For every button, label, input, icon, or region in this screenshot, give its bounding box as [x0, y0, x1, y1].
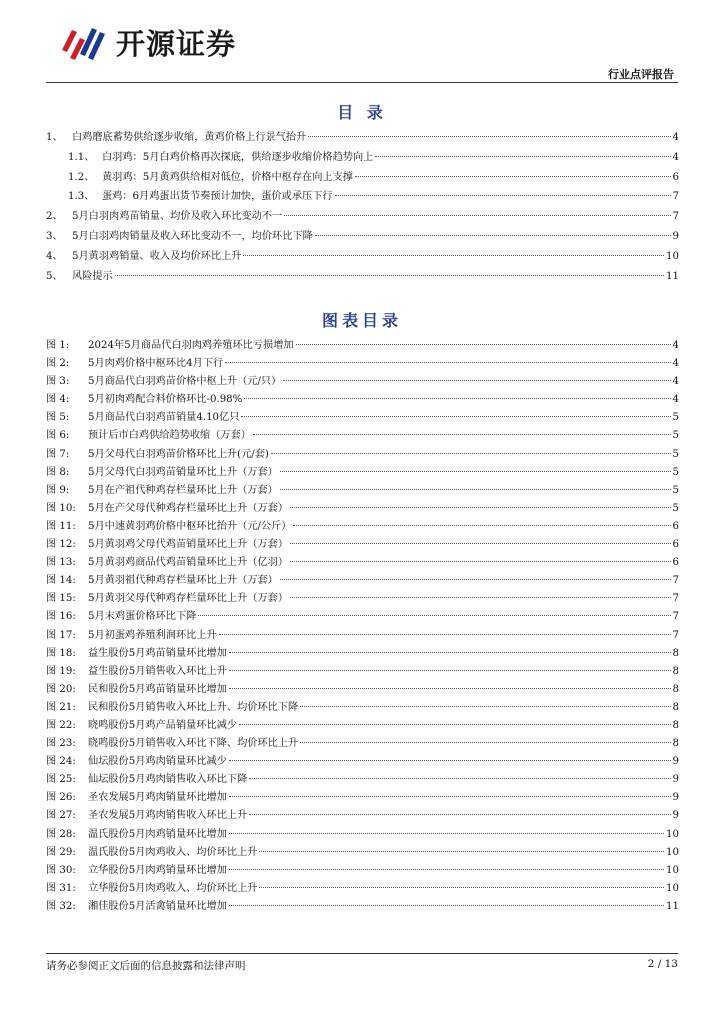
toc-entry[interactable]	[46, 128, 679, 148]
entry-number: 图 31:	[46, 882, 76, 894]
entry-page: 6	[672, 557, 679, 569]
entry-page: 8	[672, 683, 679, 695]
entry-title: 5月父母代白羽鸡苗价格环比上升(元/套)	[88, 448, 269, 460]
entry-page: 4	[672, 358, 679, 370]
entry-page: 7	[672, 575, 679, 587]
figures-title: 图表目录	[321, 311, 402, 330]
entry-title: 5月在产父母代种鸡存栏量环比上升（万套）	[88, 502, 289, 514]
entry-number: 图 21:	[46, 701, 76, 713]
dot-leader	[229, 905, 664, 906]
figure-entry[interactable]	[46, 355, 679, 373]
entry-page: 5	[672, 484, 679, 496]
entry-number: 1.1、	[68, 151, 95, 163]
entry-title: 圣农发展5月鸡肉销售收入环比上升	[88, 810, 248, 822]
entry-number: 图 3:	[46, 376, 70, 388]
dot-leader	[290, 561, 670, 562]
dot-leader	[271, 453, 671, 454]
entry-number: 图 8:	[46, 466, 70, 478]
entry-page: 8	[672, 665, 679, 677]
entry-title: 晓鸣股份5月鸡产品销量环比减少	[88, 719, 238, 731]
brand-name: 开源证券	[116, 26, 237, 61]
dot-leader	[335, 195, 671, 196]
toc-entry[interactable]	[46, 187, 679, 207]
entry-title: 5月在产祖代种鸡存栏量环比上升（万套）	[88, 484, 278, 496]
figure-entry[interactable]	[46, 446, 679, 464]
toc-entry[interactable]	[46, 168, 679, 188]
entry-page: 7	[672, 593, 679, 605]
entry-number: 图 27:	[46, 810, 76, 822]
toc-entry[interactable]	[46, 247, 679, 267]
dot-leader	[229, 833, 664, 834]
figure-entry[interactable]	[46, 898, 679, 916]
entry-number: 图 18:	[46, 647, 76, 659]
figure-entry[interactable]	[46, 844, 679, 862]
dot-leader	[280, 471, 671, 472]
dot-leader	[229, 760, 671, 761]
entry-number: 图 2:	[46, 358, 70, 370]
entry-page: 5	[672, 466, 679, 478]
dot-leader	[308, 136, 670, 137]
entry-title: 民和股份5月鸡苗销量环比增加	[88, 683, 227, 695]
entry-number: 图 12:	[46, 539, 76, 551]
dot-leader	[296, 344, 671, 345]
entry-title: 益生股份5月销售收入环比上升	[88, 665, 227, 677]
entry-title: 5月末鸡蛋价格环比下降	[88, 611, 197, 623]
toc-entry[interactable]	[46, 148, 679, 168]
entry-title: 5月初蛋鸡养殖利润环比上升	[88, 629, 217, 641]
entry-page: 8	[672, 719, 679, 731]
entry-number: 1.2、	[68, 171, 95, 183]
entry-title: 仙坛股份5月鸡肉销量环比减少	[88, 756, 227, 768]
figure-entry[interactable]	[46, 627, 679, 645]
figure-entry[interactable]	[46, 663, 679, 681]
entry-number: 图 30:	[46, 864, 76, 876]
entry-title: 温氏股份5月肉鸡收入、均价环比上升	[88, 846, 258, 858]
entry-page: 9	[672, 810, 679, 822]
entry-title: 5月黄羽鸡销量、收入及均价环比上升	[72, 250, 242, 262]
dot-leader	[225, 362, 670, 363]
figure-entry[interactable]	[46, 554, 679, 572]
entry-number: 图 16:	[46, 611, 76, 623]
entry-page: 11	[666, 900, 679, 912]
entry-page: 10	[666, 250, 679, 262]
dot-leader	[229, 869, 664, 870]
entry-number: 图 25:	[46, 774, 76, 786]
toc-entry[interactable]	[46, 227, 679, 247]
entry-title: 民和股份5月销售收入环比上升、均价环比下降	[88, 701, 299, 713]
figure-entry[interactable]	[46, 735, 679, 753]
dot-leader	[229, 670, 671, 671]
dot-leader	[300, 742, 670, 743]
dot-leader	[283, 380, 670, 381]
entry-page: 9	[672, 774, 679, 786]
entry-number: 图 5:	[46, 412, 70, 424]
dot-leader	[229, 652, 671, 653]
entry-page: 9	[672, 792, 679, 804]
entry-number: 图 6:	[46, 430, 70, 442]
entry-title: 5月黄羽父母代种鸡存栏量环比上升（万套）	[88, 593, 289, 605]
figure-entry[interactable]	[46, 826, 679, 844]
dot-leader	[375, 156, 670, 157]
dot-leader	[115, 275, 664, 276]
figure-entry[interactable]	[46, 590, 679, 608]
entry-number: 2、	[46, 211, 63, 223]
entry-number: 图 20:	[46, 683, 76, 695]
entry-title: 晓鸣股份5月销售收入环比下降、均价环比上升	[88, 738, 299, 750]
figure-entry[interactable]	[46, 373, 679, 391]
dot-leader	[259, 887, 664, 888]
entry-number: 图 19:	[46, 665, 76, 677]
dot-leader	[249, 814, 670, 815]
entry-title: 2024年5月商品代白羽肉鸡养殖环比亏损增加	[88, 340, 294, 351]
entry-number: 图 22:	[46, 719, 76, 731]
entry-number: 图 9:	[46, 484, 70, 496]
entry-number: 图 11:	[46, 520, 76, 532]
entry-title: 益生股份5月鸡苗销量环比增加	[88, 647, 227, 659]
dot-leader	[280, 579, 671, 580]
entry-page: 10	[666, 882, 679, 894]
entry-number: 图 13:	[46, 557, 76, 569]
entry-page: 8	[672, 647, 679, 659]
figure-entry[interactable]	[46, 717, 679, 735]
entry-title: 5月白羽鸡肉销量及收入环比变动不一，均价环比下降	[72, 230, 313, 242]
entry-page: 10	[666, 828, 679, 840]
entry-title: 温氏股份5月肉鸡销量环比增加	[88, 828, 227, 840]
dot-leader	[244, 398, 670, 399]
dot-leader	[229, 688, 671, 689]
dot-leader	[239, 724, 670, 725]
figure-entry[interactable]	[46, 862, 679, 880]
figure-entry[interactable]	[46, 789, 679, 807]
footer-divider	[46, 953, 678, 954]
dot-leader	[293, 525, 670, 526]
entry-number: 5、	[46, 270, 63, 282]
figure-entry[interactable]	[46, 464, 679, 482]
entry-title: 5月黄羽鸡商品代鸡苗销量环比上升（亿羽）	[88, 557, 289, 569]
figure-entry[interactable]	[46, 807, 679, 825]
entry-number: 图 32:	[46, 900, 76, 912]
dot-leader	[290, 597, 670, 598]
dot-leader	[259, 851, 664, 852]
entry-title: 蛋鸡：6月鸡蛋出货节奏预计加快，蛋价或承压下行	[102, 191, 333, 203]
entry-page: 9	[672, 756, 679, 768]
figure-entry[interactable]	[46, 337, 679, 355]
entry-number: 1、	[46, 132, 63, 143]
entry-number: 图 24:	[46, 756, 76, 768]
entry-title: 5月肉鸡价格中枢环比4月下行	[88, 358, 224, 370]
entry-title: 预计后市白鸡供给趋势收缩（万套）	[88, 430, 251, 442]
entry-number: 图 10:	[46, 502, 76, 514]
entry-number: 图 28:	[46, 828, 76, 840]
entry-number: 图 7:	[46, 448, 70, 460]
entry-page: 4	[672, 132, 679, 143]
toc-title: 目 录	[337, 103, 387, 122]
header-divider	[46, 82, 678, 83]
figure-entry[interactable]	[46, 409, 679, 427]
entry-number: 图 23:	[46, 738, 76, 750]
entry-page: 10	[666, 864, 679, 876]
entry-page: 5	[672, 448, 679, 460]
figure-entry[interactable]	[46, 753, 679, 771]
entry-title: 5月初肉鸡配合料价格环比-0.98%	[88, 394, 243, 406]
toc-list	[46, 128, 679, 286]
entry-title: 5月白羽肉鸡苗销量、均价及收入环比变动不一	[72, 211, 283, 223]
entry-title: 仙坛股份5月鸡肉销售收入环比下降	[88, 774, 248, 786]
entry-page: 6	[672, 520, 679, 532]
entry-page: 7	[672, 211, 679, 223]
dot-leader	[290, 543, 670, 544]
entry-number: 图 14:	[46, 575, 76, 587]
entry-page: 7	[672, 611, 679, 623]
entry-page: 5	[672, 430, 679, 442]
figure-entry[interactable]	[46, 771, 679, 789]
dot-leader	[315, 235, 671, 236]
entry-page: 4	[672, 394, 679, 406]
entry-page: 7	[672, 191, 679, 203]
dot-leader	[253, 434, 671, 435]
dot-leader	[241, 416, 670, 417]
entry-number: 图 17:	[46, 629, 76, 641]
entry-title: 5月父母代白羽鸡苗销量环比上升（万套）	[88, 466, 278, 478]
figure-entry[interactable]	[46, 391, 679, 409]
entry-page: 4	[672, 340, 679, 351]
footer-page-number: 2 / 13	[647, 958, 678, 970]
entry-number: 4、	[46, 250, 63, 262]
toc-entry[interactable]	[46, 267, 679, 287]
dot-leader	[280, 489, 671, 490]
entry-page: 4	[672, 151, 679, 163]
dot-leader	[249, 778, 670, 779]
figure-entry[interactable]	[46, 536, 679, 554]
entry-title: 5月中速黄羽鸡价格中枢环比抬升（元/公斤）	[88, 520, 292, 532]
dot-leader	[355, 176, 671, 177]
figure-entry[interactable]	[46, 608, 679, 626]
entry-title: 黄羽鸡：5月黄鸡供给相对低位，价格中枢存在向上支撑	[102, 171, 353, 183]
dot-leader	[219, 634, 671, 635]
entry-title: 5月黄羽祖代种鸡存栏量环比上升（万套）	[88, 575, 278, 587]
entry-page: 5	[672, 412, 679, 424]
entry-title: 湘佳股份5月活禽销量环比增加	[88, 900, 227, 912]
entry-page: 5	[672, 502, 679, 514]
company-logo	[58, 20, 236, 64]
figure-entry[interactable]	[46, 681, 679, 699]
entry-page: 8	[672, 701, 679, 713]
figure-entry[interactable]	[46, 427, 679, 445]
figure-entry[interactable]	[46, 645, 679, 663]
dot-leader	[300, 706, 670, 707]
entry-title: 5月黄羽鸡父母代鸡苗销量环比上升（万套）	[88, 539, 289, 551]
figure-entry[interactable]	[46, 699, 679, 717]
dot-leader	[243, 255, 664, 256]
figure-list	[46, 337, 679, 916]
entry-title: 5月商品代白羽鸡苗销量4.10亿只	[88, 412, 240, 424]
entry-page: 6	[672, 171, 679, 183]
entry-title: 风险提示	[72, 270, 113, 282]
entry-page: 8	[672, 738, 679, 750]
figure-entry[interactable]	[46, 500, 679, 518]
entry-page: 6	[672, 539, 679, 551]
entry-page: 10	[666, 846, 679, 858]
toc-entry[interactable]	[46, 207, 679, 227]
report-type: 行业点评报告	[608, 68, 674, 81]
entry-page: 4	[672, 376, 679, 388]
footer-disclaimer: 请务必参阅正文后面的信息披露和法律声明	[46, 960, 246, 972]
entry-title: 白鸡磨底蓄势供给逐步收缩，黄鸡价格上行景气抬升	[72, 132, 307, 143]
dot-leader	[284, 215, 670, 216]
entry-number: 图 4:	[46, 394, 70, 406]
entry-number: 图 1:	[46, 340, 70, 351]
figure-entry[interactable]	[46, 518, 679, 536]
entry-title: 立华股份5月肉鸡收入、均价环比上升	[88, 882, 258, 894]
dot-leader	[290, 507, 670, 508]
dot-leader	[229, 796, 671, 797]
logo-mark-icon	[58, 20, 108, 64]
entry-title: 立华股份5月肉鸡销量环比增加	[88, 864, 227, 876]
dot-leader	[198, 615, 670, 616]
entry-number: 3、	[46, 230, 63, 242]
figure-entry[interactable]	[46, 482, 679, 500]
entry-title: 5月商品代白羽鸡苗价格中枢上升（元/只）	[88, 376, 282, 388]
entry-title: 白羽鸡：5月白鸡价格再次探底，供给逐步收缩价格趋势向上	[102, 151, 374, 163]
entry-number: 图 29:	[46, 846, 76, 858]
entry-page: 11	[666, 270, 679, 282]
entry-number: 图 26:	[46, 792, 76, 804]
entry-number: 1.3、	[68, 191, 95, 203]
entry-page: 7	[672, 629, 679, 641]
entry-number: 图 15:	[46, 593, 76, 605]
figure-entry[interactable]	[46, 880, 679, 898]
entry-title: 圣农发展5月鸡肉销量环比增加	[88, 792, 227, 804]
figure-entry[interactable]	[46, 572, 679, 590]
entry-page: 9	[672, 230, 679, 242]
